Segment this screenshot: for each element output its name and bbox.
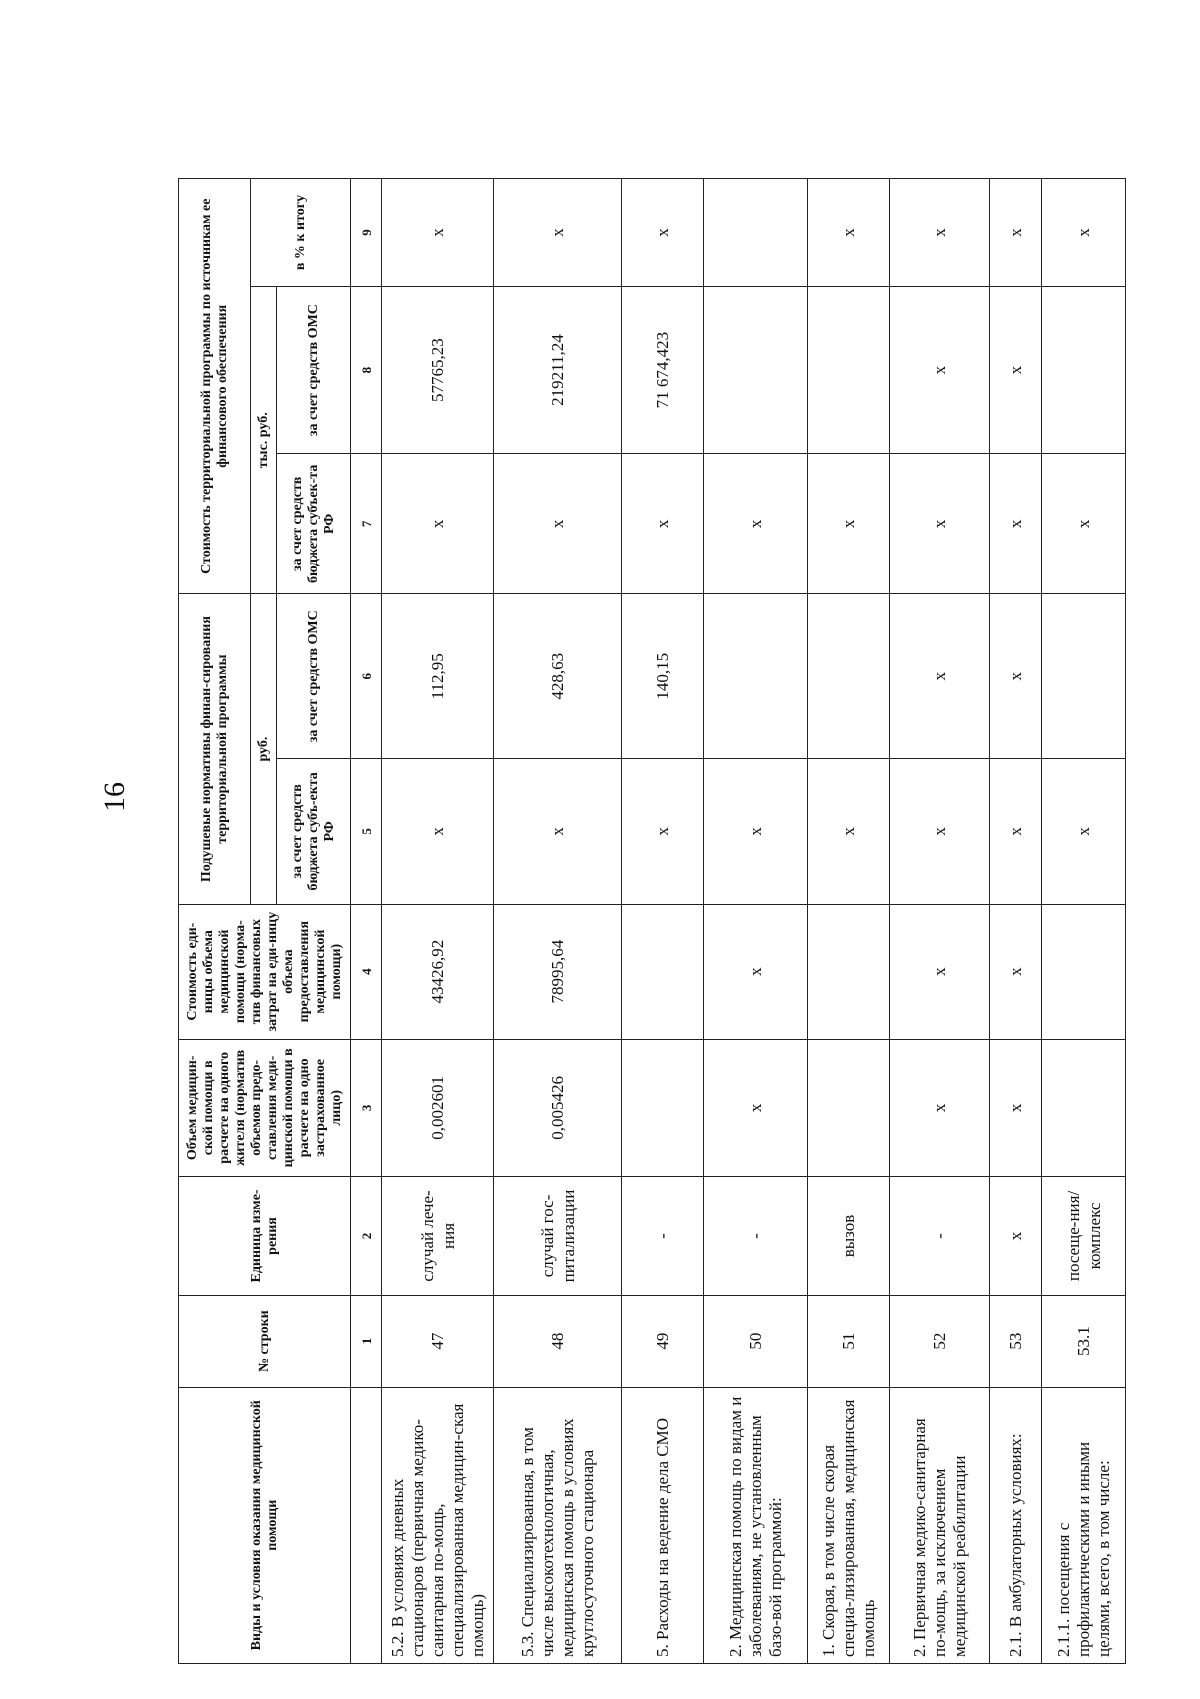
cell-c-oms: х [890, 286, 990, 453]
table-row [494, 179, 622, 1664]
colnum: 2 [351, 1177, 382, 1296]
cell-pct: х [808, 179, 890, 287]
cell-n-oms: х [990, 594, 1042, 759]
cell-volume [1042, 1039, 1126, 1177]
header-group-norms: Подушевые нормативы финан-сирования территориальной программы [179, 594, 251, 904]
table-row [1042, 179, 1126, 1664]
header-cost-unit: тыс. руб. [251, 286, 277, 594]
cell-unit: х [990, 1177, 1042, 1296]
header-row-no: № строки [179, 1295, 351, 1387]
cell-no: 51 [808, 1295, 890, 1387]
cell-cost: х [704, 904, 808, 1039]
header-norms-budget: за счет средств бюджета субъ-екта РФ [277, 759, 351, 905]
table-row [382, 179, 494, 1664]
cell-no: 47 [382, 1295, 494, 1387]
cell-n-oms: х [890, 594, 990, 759]
cell-name: 5.2. В условиях дневных стационаров (первичная медико-санитарная по-мощь, специализированная медицин-ская помощь) [382, 1387, 494, 1663]
cell-n-oms [704, 594, 808, 759]
cell-n-oms: 428,63 [494, 594, 622, 759]
cell-name: 1. Скорая, в том числе скорая специа-лизированная, медицинская помощь [808, 1387, 890, 1663]
cell-c-budget: х [494, 454, 622, 594]
cell-c-oms [704, 286, 808, 453]
header-type: Виды и условия оказания медицинской помощи [179, 1387, 351, 1663]
cell-c-budget: х [622, 454, 704, 594]
cell-c-oms: х [990, 286, 1042, 453]
cell-n-oms: 112,95 [382, 594, 494, 759]
cell-pct: х [1042, 179, 1126, 287]
cell-unit: - [704, 1177, 808, 1296]
cell-c-oms [1042, 286, 1126, 453]
cell-no: 49 [622, 1295, 704, 1387]
colnum: 9 [351, 179, 382, 287]
cell-n-budget: х [382, 759, 494, 905]
cell-cost [622, 904, 704, 1039]
page-number: 16 [98, 782, 131, 812]
header-cost: Стоимость еди-ницы объема медицинской помощи (норма-тив финансовых затрат на еди-ницу объема предоставления медицинской помощи) [179, 904, 351, 1039]
cell-pct: х [382, 179, 494, 287]
cell-c-oms: 219211,24 [494, 286, 622, 453]
cell-c-oms: 71 674,423 [622, 286, 704, 453]
cell-name: 5.3. Специализированная, в том числе высокотехнологичная, медицинская помощь в условиях круглосуточного стационара [494, 1387, 622, 1663]
header-unit: Единица изме-рения [179, 1177, 351, 1296]
cell-volume: 0,005426 [494, 1039, 622, 1177]
cell-cost: 43426,92 [382, 904, 494, 1039]
financing-table [178, 178, 1126, 1664]
colnum: 8 [351, 286, 382, 453]
cell-n-oms [808, 594, 890, 759]
cell-n-budget: х [704, 759, 808, 905]
cell-no: 52 [890, 1295, 990, 1387]
cell-pct: х [890, 179, 990, 287]
header-cost-oms: за счет средств ОМС [277, 286, 351, 453]
table-row [704, 179, 808, 1664]
cell-volume [808, 1039, 890, 1177]
cell-unit: - [622, 1177, 704, 1296]
column-numbers-row [351, 179, 382, 1664]
colnum: 5 [351, 759, 382, 905]
cell-cost: 78995,64 [494, 904, 622, 1039]
cell-c-budget: х [1042, 454, 1126, 594]
table-row [622, 179, 704, 1664]
cell-name: 2. Первичная медико-санитарная по-мощь, за исключением медицинской реабилитации [890, 1387, 990, 1663]
cell-unit: - [890, 1177, 990, 1296]
table-row [990, 179, 1042, 1664]
cell-no: 50 [704, 1295, 808, 1387]
colnum-blank [351, 1387, 382, 1663]
cell-cost [1042, 904, 1126, 1039]
cell-n-budget: х [808, 759, 890, 905]
header-group-cost: Стоимость территориальной программы по источникам ее финансового обеспечения [179, 179, 251, 594]
cell-unit: посеще-ния/комплекс [1042, 1177, 1126, 1296]
cell-c-oms [808, 286, 890, 453]
cell-no: 53.1 [1042, 1295, 1126, 1387]
cell-name: 2.1. В амбулаторных условиях: [990, 1387, 1042, 1663]
cell-cost [808, 904, 890, 1039]
cell-volume: 0,002601 [382, 1039, 494, 1177]
cell-n-budget: х [1042, 759, 1126, 905]
cell-unit: вызов [808, 1177, 890, 1296]
header-row-1 [179, 179, 251, 1664]
colnum: 6 [351, 594, 382, 759]
cell-pct: х [494, 179, 622, 287]
cell-volume: х [704, 1039, 808, 1177]
cell-n-budget: х [494, 759, 622, 905]
cell-volume: х [990, 1039, 1042, 1177]
cell-c-budget: х [382, 454, 494, 594]
cell-n-budget: х [990, 759, 1042, 905]
cell-volume: х [890, 1039, 990, 1177]
rotated-table-container [178, 178, 1116, 1664]
cell-volume [622, 1039, 704, 1177]
cell-name: 2.1.1. посещения с профилактическими и иными целями, всего, в том числе: [1042, 1387, 1126, 1663]
cell-n-oms: 140,15 [622, 594, 704, 759]
header-cost-budget: за счет средств бюджета субъек-та РФ [277, 454, 351, 594]
cell-n-oms [1042, 594, 1126, 759]
cell-no: 53 [990, 1295, 1042, 1387]
cell-cost: х [990, 904, 1042, 1039]
cell-pct: х [990, 179, 1042, 287]
table-row [808, 179, 890, 1664]
cell-c-budget: х [890, 454, 990, 594]
header-percent: в % к итогу [251, 179, 351, 287]
table-row [890, 179, 990, 1664]
cell-unit: случай лече-ния [382, 1177, 494, 1296]
cell-name: 5. Расходы на ведение дела СМО [622, 1387, 704, 1663]
cell-name: 2. Медицинская помощь по видам и заболеваниям, не установленным базо-вой программой: [704, 1387, 808, 1663]
cell-c-oms: 57765,23 [382, 286, 494, 453]
colnum: 4 [351, 904, 382, 1039]
cell-c-budget: х [990, 454, 1042, 594]
cell-pct [704, 179, 808, 287]
cell-cost: х [890, 904, 990, 1039]
cell-no: 48 [494, 1295, 622, 1387]
table-body [179, 179, 1126, 1664]
cell-c-budget: х [704, 454, 808, 594]
cell-pct: х [622, 179, 704, 287]
header-norms-oms: за счет средств ОМС [277, 594, 351, 759]
cell-c-budget: х [808, 454, 890, 594]
colnum: 3 [351, 1039, 382, 1177]
colnum: 7 [351, 454, 382, 594]
cell-unit: случай гос-питализации [494, 1177, 622, 1296]
header-norms-unit: руб. [251, 594, 277, 904]
colnum: 1 [351, 1295, 382, 1387]
header-volume: Объем медицин-ской помощи в расчете на одного жителя (норматив объемов предо-ставления меди-цинской помощи в расчете на одно застрахованное лицо) [179, 1039, 351, 1177]
cell-n-budget: х [622, 759, 704, 905]
cell-n-budget: х [890, 759, 990, 905]
